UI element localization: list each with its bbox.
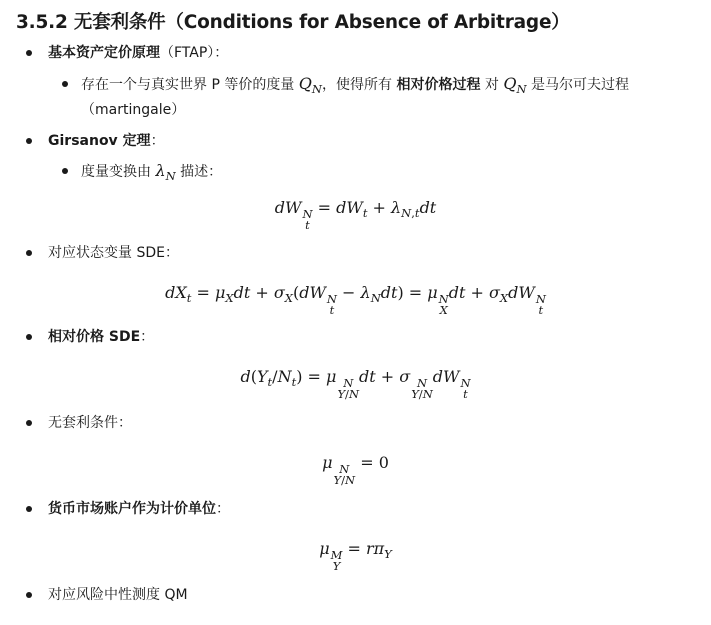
- measure-qn-math: $Q_N$: [298, 74, 322, 97]
- formula-measure-change: dW N t = $dW_t + \lambda_{N,t}dt$: [274, 198, 437, 233]
- relative-price-sde-label: 相对价格 SDE: [48, 329, 141, 345]
- ftap-label: 基本资产定价原理: [48, 45, 160, 61]
- section-title: 3.5.2 无套利条件（Conditions for Absence of Arbitrage）: [16, 12, 570, 33]
- bullet-girsanov-item: [62, 168, 68, 174]
- money-market-colon: ：: [216, 501, 230, 517]
- ftap-item-bold: 相对价格过程: [396, 77, 481, 93]
- girsanov-heading: [48, 131, 165, 151]
- ftap-item-line1: [81, 74, 629, 99]
- formula-state-sde: $dX_t = \mu_Xdt + \sigma_X(dW$ N t − $\lambda_Ndt) = \mu$ N X dt + $\sigma_XdW$ N t: [165, 283, 546, 318]
- bullet-no-arbitrage: [26, 420, 32, 426]
- ftap-heading: [48, 43, 228, 63]
- money-market-label: 货币市场账户作为计价单位: [48, 501, 216, 517]
- ftap-item-post: 对: [484, 77, 499, 93]
- ftap-abbr: （FTAP）：: [160, 45, 229, 61]
- girsanov-item: [81, 161, 222, 186]
- relative-price-sde-heading: [48, 327, 154, 347]
- ftap-item-mid: ，使得所有: [322, 77, 392, 93]
- relative-price-sde-colon: ：: [140, 329, 155, 345]
- measure-qn-math-2: $Q_N$: [503, 74, 527, 97]
- ftap-item-end: 是马尔可夫过程: [531, 77, 630, 93]
- money-market-heading: [48, 499, 230, 519]
- lambda-n-math: $\lambda_N$: [155, 161, 176, 184]
- girsanov-label-cn: 定理: [122, 133, 151, 149]
- bullet-state-sde: [26, 250, 32, 256]
- ftap-item-pre: 存在一个与真实世界 P 等价的度量: [81, 77, 295, 93]
- bullet-money-market: [26, 506, 32, 512]
- bullet-relative-price-sde: [26, 334, 32, 340]
- state-sde-label: 对应状态变量 SDE：: [48, 245, 179, 261]
- bullet-ftap-item: [62, 81, 68, 87]
- bullet-risk-neutral: [26, 592, 32, 598]
- girsanov-label-plain: Girsanov: [48, 133, 123, 149]
- bullet-girsanov: [26, 138, 32, 144]
- bullet-ftap: [26, 50, 32, 56]
- girsanov-item-post: 描述：: [180, 164, 223, 180]
- girsanov-item-pre: 度量变换由: [81, 164, 151, 180]
- no-arbitrage-label: 无套利条件：: [48, 415, 132, 431]
- formula-no-arbitrage: μ N Y/N = 0: [322, 453, 389, 488]
- formula-money-market: μ M Y = $r\pi_Y$: [319, 539, 392, 574]
- girsanov-colon: ：: [150, 133, 165, 149]
- formula-relative-price-sde: $d(Y_t/N_t) = \mu$ N Y/N dt + σ N Y/N dW N t: [240, 367, 471, 402]
- risk-neutral-label: 对应风险中性测度 QM: [48, 587, 188, 603]
- ftap-item-line2: （martingale）: [81, 102, 186, 118]
